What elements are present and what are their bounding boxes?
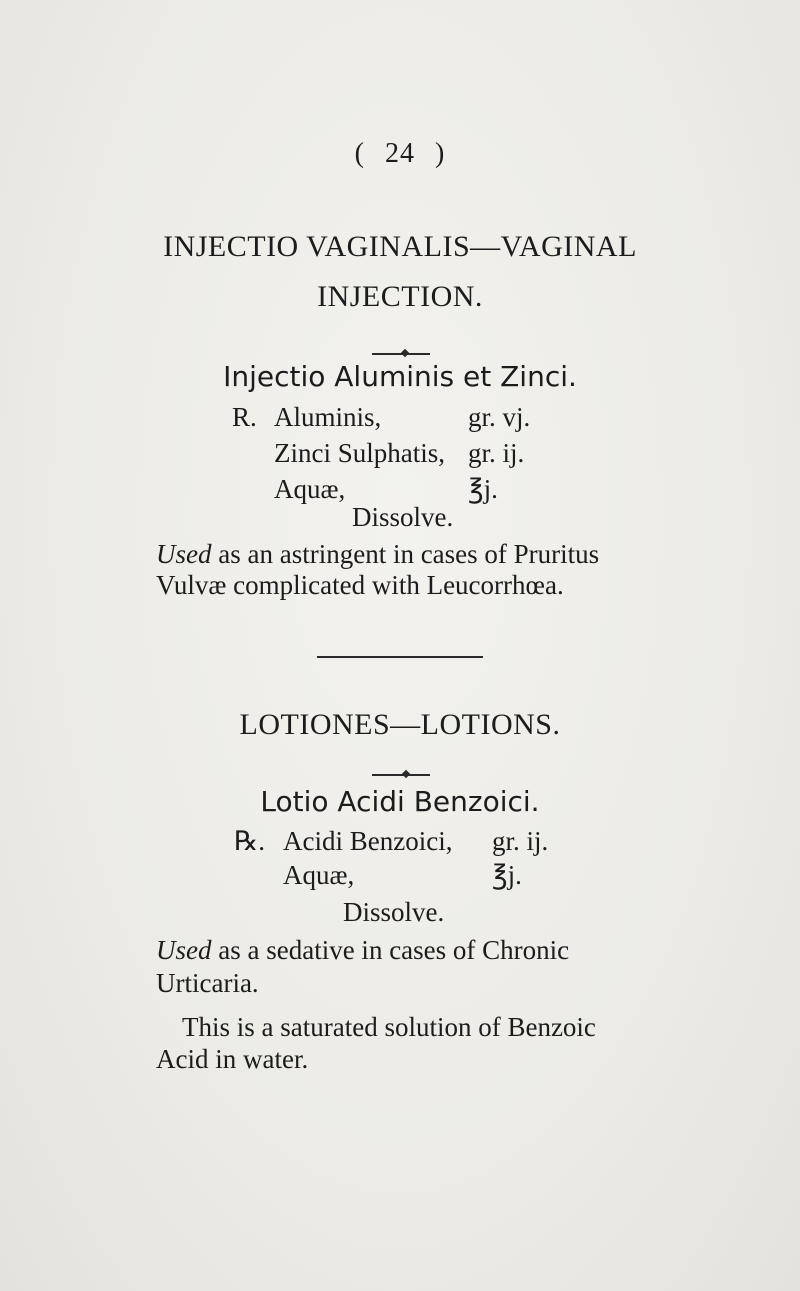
instruction: Dissolve. xyxy=(352,502,454,532)
usage-text xyxy=(156,933,569,968)
ingredient-amount: gr. ij. xyxy=(468,438,525,468)
ingredient-name: Aluminis, xyxy=(274,402,382,432)
ingredient-amount: gr. ij. xyxy=(492,826,549,856)
usage-text-rest: as a sedative in cases of Chronic xyxy=(211,935,570,965)
ingredient-amount: gr. vj. xyxy=(468,402,531,432)
section-divider xyxy=(317,656,483,658)
formula-title: Lotio Acidi Benzoici. xyxy=(260,785,540,818)
page-number: ( 24 ) xyxy=(354,138,446,169)
formula-title: Injectio Aluminis et Zinci. xyxy=(223,360,577,393)
usage-text-rest: as an astringent in cases of Pruritus xyxy=(211,539,600,569)
ingredient-name: Zinci Sulphatis, xyxy=(274,438,445,468)
usage-text xyxy=(156,537,599,572)
ingredient-amount: ℥j. xyxy=(468,474,498,504)
section-heading-vaginal-injection: INJECTIO VAGINALIS—VAGINAL xyxy=(163,230,637,263)
usage-text-line2: Vulvæ complicated with Leucorrhœa. xyxy=(156,570,564,600)
usage-italic: Used xyxy=(156,539,212,569)
section-heading-vaginal-injection-cont: INJECTION. xyxy=(317,280,483,313)
usage-text-line2: Urticaria. xyxy=(156,968,259,998)
ingredient-name: Aquæ, xyxy=(274,474,346,504)
instruction: Dissolve. xyxy=(343,897,445,927)
ingredient-name: Acidi Benzoici, xyxy=(283,826,453,856)
rx-symbol: R. xyxy=(232,402,257,432)
section-heading-lotions: LOTIONES—LOTIONS. xyxy=(239,708,561,741)
ingredient-amount: ℥j. xyxy=(492,860,522,890)
rx-symbol: ℞. xyxy=(234,826,265,856)
usage-italic: Used xyxy=(156,935,212,965)
note-text-line2: Acid in water. xyxy=(156,1044,309,1074)
ingredient-name: Aquæ, xyxy=(283,860,355,890)
note-text: This is a saturated solution of Benzoic xyxy=(182,1012,596,1042)
